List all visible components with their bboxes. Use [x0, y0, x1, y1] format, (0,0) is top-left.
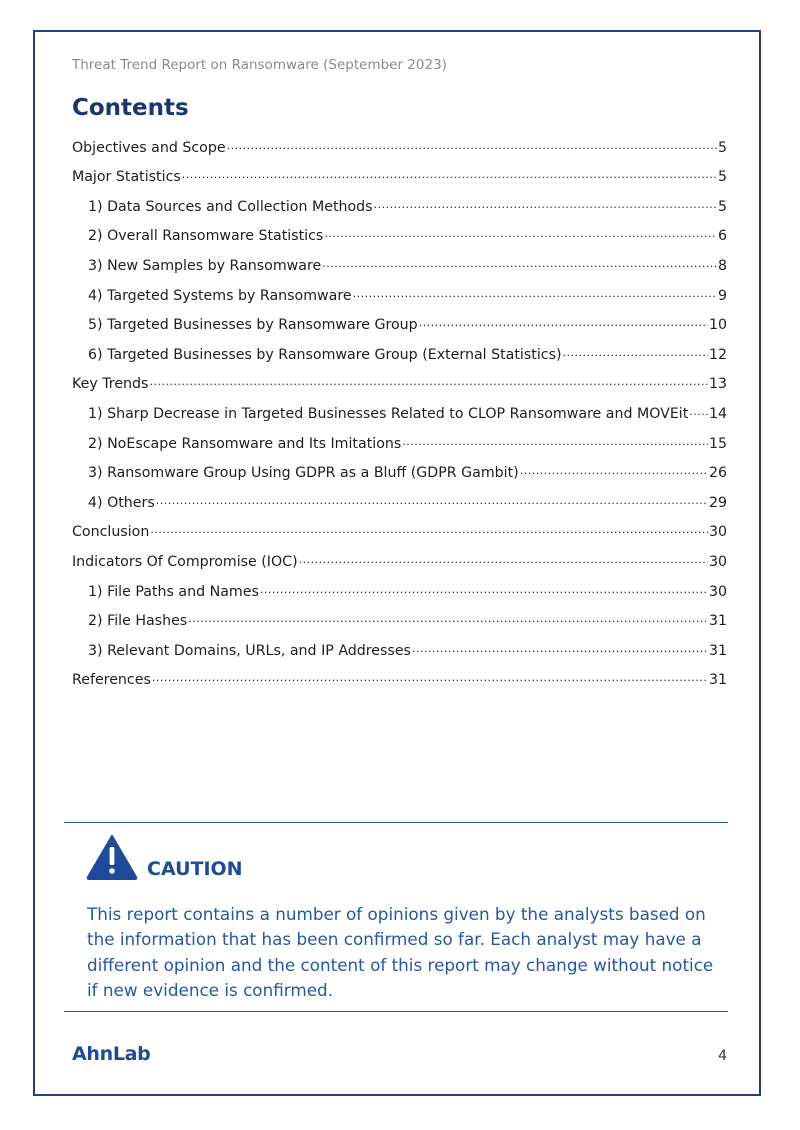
toc-entry-page: 31 — [708, 613, 727, 630]
toc-entry-label: 4) Targeted Systems by Ransomware — [88, 287, 352, 304]
toc-entry-label: 3) Relevant Domains, URLs, and IP Addresses — [88, 642, 411, 659]
toc-dot-leader — [150, 523, 708, 540]
caution-title: CAUTION — [147, 858, 243, 880]
toc-dot-leader — [260, 583, 708, 600]
warning-triangle-icon — [86, 834, 138, 880]
toc-dot-leader — [227, 139, 717, 156]
toc-entry-label: 1) File Paths and Names — [88, 583, 259, 600]
toc-entry[interactable] — [72, 363, 727, 393]
toc-dot-leader — [182, 168, 717, 185]
toc-entry-page: 29 — [708, 494, 727, 511]
toc-entry-page: 5 — [717, 198, 727, 215]
toc-entry-page: 5 — [717, 169, 727, 186]
toc-entry-page: 14 — [708, 405, 727, 422]
toc-entry-label: 3) New Samples by Ransomware — [88, 257, 322, 274]
toc-entry-label: Major Statistics — [72, 169, 181, 186]
toc-dot-leader — [520, 464, 708, 481]
toc-entry-label: 2) NoEscape Ransomware and Its Imitations — [88, 435, 402, 452]
toc-entry-page: 9 — [717, 287, 727, 304]
toc-entry[interactable] — [72, 570, 727, 600]
toc-entry-label: 4) Others — [88, 494, 155, 511]
toc-dot-leader — [152, 671, 708, 688]
running-header: Threat Trend Report on Ransomware (September 2023) — [72, 57, 447, 73]
toc-dot-leader — [563, 346, 708, 363]
toc-entry-label: 2) Overall Ransomware Statistics — [88, 228, 324, 245]
table-of-contents — [72, 126, 727, 688]
toc-dot-leader — [149, 375, 707, 392]
toc-entry-page: 15 — [708, 435, 727, 452]
toc-entry-page: 30 — [708, 524, 727, 541]
toc-dot-leader — [353, 287, 717, 304]
toc-entry-page: 31 — [708, 672, 727, 689]
toc-entry-label: Indicators Of Compromise (IOC) — [72, 553, 298, 570]
toc-entry-label: 2) File Hashes — [88, 613, 188, 630]
toc-dot-leader — [156, 494, 708, 511]
toc-entry-page: 6 — [717, 228, 727, 245]
toc-entry[interactable] — [72, 244, 727, 274]
toc-entry-page: 30 — [708, 553, 727, 570]
toc-entry-page: 13 — [708, 376, 727, 393]
toc-entry[interactable] — [72, 392, 727, 422]
toc-entry-page: 5 — [717, 139, 727, 156]
toc-entry[interactable] — [72, 304, 727, 334]
toc-dot-leader — [412, 642, 708, 659]
contents-title: Contents — [72, 95, 189, 121]
toc-entry-page: 30 — [708, 583, 727, 600]
toc-entry[interactable] — [72, 156, 727, 186]
toc-entry[interactable] — [72, 511, 727, 541]
toc-entry-page: 26 — [708, 465, 727, 482]
toc-entry-page: 10 — [708, 317, 727, 334]
toc-entry-label: References — [72, 672, 151, 689]
toc-entry-page: 8 — [717, 257, 727, 274]
toc-dot-leader — [299, 553, 708, 570]
toc-entry[interactable] — [72, 600, 727, 630]
toc-dot-leader — [419, 316, 708, 333]
caution-text: This report contains a number of opinions given by the analysts based on the information that has been confirmed so far. Each analyst may have a different opinion and the content of this report may change without notice if new evidence is confirmed. — [87, 904, 714, 1000]
toc-dot-leader — [402, 435, 708, 452]
toc-entry-label: Key Trends — [72, 376, 149, 393]
toc-dot-leader — [324, 227, 717, 244]
toc-entry[interactable] — [72, 452, 727, 482]
toc-entry[interactable] — [72, 659, 727, 689]
toc-entry-label: 3) Ransomware Group Using GDPR as a Bluff (GDPR Gambit) — [88, 465, 519, 482]
toc-entry-label: 1) Data Sources and Collection Methods — [88, 198, 373, 215]
toc-entry-page: 12 — [708, 346, 727, 363]
toc-entry-label: 5) Targeted Businesses by Ransomware Group — [88, 317, 418, 334]
toc-entry-label: Objectives and Scope — [72, 139, 226, 156]
toc-entry[interactable] — [72, 422, 727, 452]
caution-bottom-divider — [64, 1011, 728, 1012]
toc-entry[interactable] — [72, 274, 727, 304]
toc-entry-page: 31 — [708, 642, 727, 659]
ahnlab-logo: AhnLab — [72, 1043, 151, 1065]
page-number: 4 — [718, 1048, 727, 1064]
toc-entry[interactable] — [72, 185, 727, 215]
toc-entry-label: 1) Sharp Decrease in Targeted Businesses Related to CLOP Ransomware and MOVEit — [88, 405, 689, 422]
caution-top-divider — [64, 822, 728, 823]
toc-entry-label: 6) Targeted Businesses by Ransomware Group (External Statistics) — [88, 346, 562, 363]
toc-entry[interactable] — [72, 126, 727, 156]
toc-entry[interactable] — [72, 215, 727, 245]
toc-dot-leader — [322, 257, 717, 274]
toc-entry[interactable] — [72, 481, 727, 511]
toc-dot-leader — [374, 198, 717, 215]
toc-dot-leader — [188, 612, 708, 629]
toc-entry-label: Conclusion — [72, 524, 150, 541]
toc-entry[interactable] — [72, 629, 727, 659]
toc-entry[interactable] — [72, 333, 727, 363]
toc-entry[interactable] — [72, 540, 727, 570]
toc-dot-leader — [689, 405, 708, 422]
